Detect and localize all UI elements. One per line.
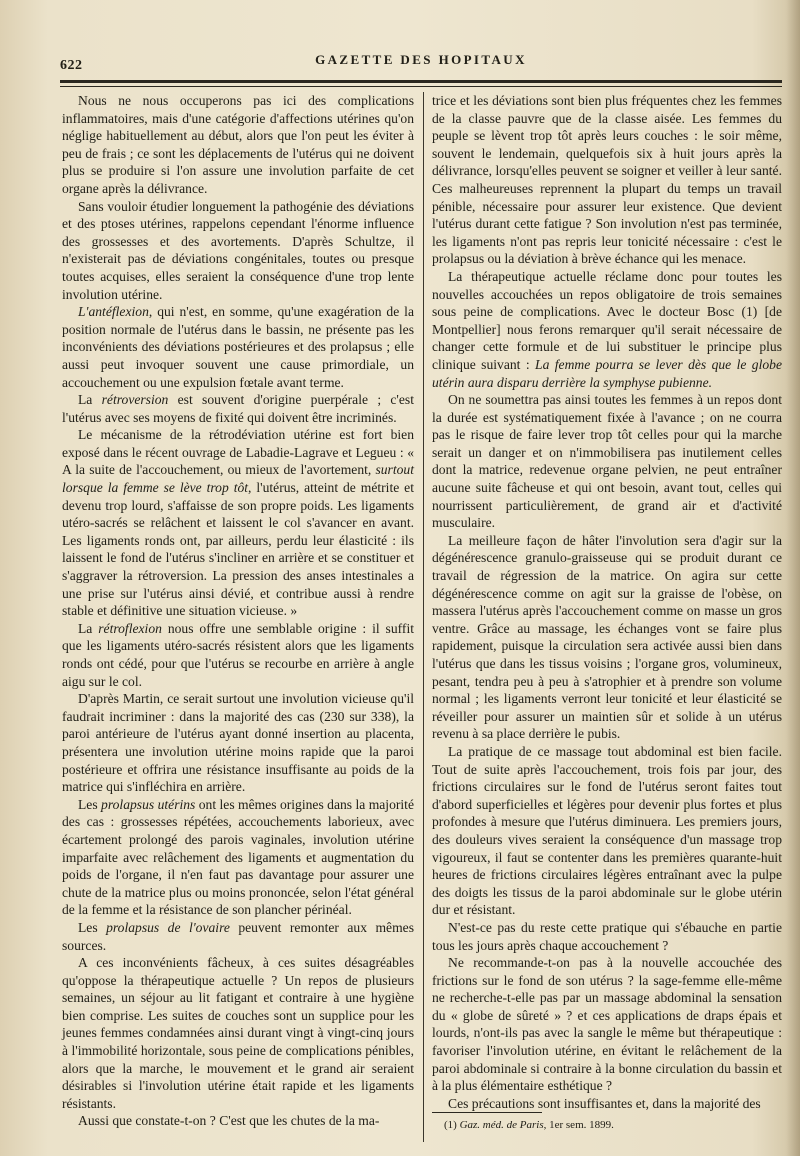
column-divider	[423, 92, 424, 1142]
paragraph: Nous ne nous occuperons pas ici des complications inflammatoires, mais d'une catégorie d'affections utérines qu'on néglige habituellement au début, alors que l'on peut les éviter à peu de frais ; ce sont les déplacements de l'utérus qui ne doivent plus se produire si l'on assure une involution parfaite de cet organe après la délivrance.	[62, 93, 414, 196]
footnote-text: , 1er sem. 1899.	[543, 1119, 614, 1131]
page-edge-shadow	[786, 0, 800, 1156]
page-number: 622	[60, 58, 83, 73]
paragraph-text: Les	[78, 796, 102, 812]
paragraph: La pratique de ce massage tout abdominal est bien facile. Tout de suite après l'accouchement, trois fois par jour, des frictions circulaires sur le fond de l'utérus seront faites tout d'abord superficielles et légères pour devenir plus fortes et plus profondes à mesure que l'utérus diminuera. Les premiers jours, des douleurs vives seraient la conséquence d'un massage trop vigoureux, il faut se contenter dans les premières quarante-huit heures de frictions circulaires légères entraînant avec la pulpe des doigts les tissus de la paroi abdominale sur le globe utérin dur et résistant.	[432, 743, 782, 918]
paragraph: Ne recommande-t-on pas à la nouvelle accouchée des frictions sur le fond de son utérus ? la sage-femme elle-même ne recherche-t-elle pas par un massage abdominal la sensation du « globe de sûreté » ? et ces applications de draps épais et lourds, n'ont-ils pas avec la sangle le même but thérapeutique : favoriser l'involution utérine, en évitant le relâchement de la paroi abdominale si contraire à la bonne circulation du bassin et à la plus élémentaire esthétique ?	[432, 955, 782, 1094]
paragraph: Sans vouloir étudier longuement la pathogénie des déviations et des ptoses utérines, rappelons cependant l'énorme influence des grossesses et des avortements. D'après Schultze, il n'existerait pas de déviations congénitales, toutes ou presque toutes acquises, elles seraient la conséquence d'une trop lente involution utérine.	[62, 198, 414, 302]
emphasis: surtout lorsque la femme se lève trop tôt	[62, 462, 414, 496]
paragraph-text: ont les mêmes origines dans la majorité des cas : grossesses répétées, accouchements laborieux, avec écartement prolongé des parois vaginales, involution utérine imparfaite avec relâchement des ligaments et augmentation du poids de l'organe, il n'en faut pas davantage pour assurer une chute de la matrice plus ou moins prononcée, selon l'état général de la femme et la résistance de son plancher périnéal.	[62, 796, 414, 918]
paragraph-text: Les	[78, 919, 107, 935]
emphasis: prolapsus de l'ovaire	[106, 919, 230, 935]
paragraph	[62, 919, 414, 954]
paragraph	[62, 426, 414, 620]
paragraph	[62, 303, 414, 391]
footnote-source: Gaz. méd. de Paris	[459, 1119, 544, 1131]
paragraph	[62, 391, 414, 426]
paragraph	[62, 620, 414, 690]
paragraph: trice et les déviations sont bien plus fréquentes chez les femmes de la classe pauvre que de la classe aisée. Les femmes du peuple se lèvent trop tôt après leurs couches : le soir même, souvent le lendemain, quelquefois six à huit jours après la délivrance, lorsqu'elles peuvent se soigner et veiller à leur santé. Ces malheureuses reprennent la plupart du temps un travail pénible, nécessaire pour assurer leur existence. Que devient l'utérus durant cette fatigue ? Son involution n'est pas terminée, les ligaments n'ont pas repris leur tonicité nécessaire : c'est le prolapsus ou la déviation à brève échance qui les menace.	[432, 93, 782, 267]
paragraph-text: , qui n'est, en somme, qu'une exagération de la position normale de l'utérus dans le bassin, ne présente pas les inconvénients des déviations postérieures et des prolapsus ; elle aussi peut invoquer souvent une cause primordiale, un accouchement ou une expulsion fœtale avant terme.	[62, 304, 414, 390]
paragraph: D'après Martin, ce serait surtout une involution vicieuse qu'il faudrait incriminer : dans la majorité des cas (230 sur 338), la paroi antérieure de l'utérus ayant donné insertion au placenta, présentera une involution utérine moins rapide que la paroi postérieure et offrira une résistance insuffisante au poids de la matrice qui s'infléchira en arrière.	[62, 691, 414, 795]
page-header	[60, 50, 782, 76]
paragraph-text: Le mécanisme de la rétrodéviation utérine est fort bien exposé dans le récent ouvrage de Labadie-Lagrave et Legueu : « A la suite de l'accouchement, ou mieux de l'avortement,	[62, 427, 414, 478]
paragraph: A ces inconvénients fâcheux, à ces suites désagréables qu'oppose la thérapeutique actuelle ? Un repos de plusieurs semaines, un séjour au lit fatigant et contraire à une hygiène bien comprise. Les suites de couches sont un supplice pour les jeunes femmes condamnées ainsi durant vingt à vingt-cinq jours à l'immobilité horizontale, sous peine de complications pénibles, alors que la marche, le mouvement et le grand air seraient désirables si l'involution utérine était rapide et les ligaments résistants.	[62, 955, 414, 1111]
emphasis: rétroflexion	[98, 620, 162, 636]
paragraph	[62, 796, 414, 919]
emphasis: prolapsus utérins	[101, 796, 196, 812]
paragraph-text: La thérapeutique actuelle réclame donc pour toutes les nouvelles accouchées un repos obligatoire de trois semaines sous peine de complications. Avec le docteur Bosc (1) [de Montpellier] nous ferons remarquer qu'il serait nécessaire de changer cette formule et de lui substituer le principe plus clinique suivant :	[432, 268, 782, 372]
journal-title: GAZETTE DES HOPITAUX	[315, 52, 527, 67]
paragraph-text: nous offre une semblable origine : il suffit que les ligaments utéro-sacrés résistent alors que les ligaments ronds ont cédé, pour que l'utérus se recourbe en arrière à angle aigu sur le col.	[62, 620, 414, 689]
paragraph: Aussi que constate-t-on ? C'est que les chutes de la ma-	[78, 1113, 380, 1129]
paragraph: On ne soumettra pas ainsi toutes les femmes à un repos dont la durée est systématiquement fixée à l'avance ; on ne courra pas le risque de faire lever trop tôt celles pour qui la marche serait un danger et on n'immobilisera pas inutilement celles dont la matrice, redevenue organe pelvien, ne peut entraîner aucune suite fâcheuse et qui ont besoin, avant tout, celles qui nourrissent particulièrement, de grand air et d'activité musculaire.	[432, 392, 782, 531]
paragraph-text: est souvent d'origine puerpérale ; c'est l'utérus avec ses moyens de fixité qui doivent être incriminés.	[62, 392, 414, 425]
footnote-marker: (1)	[444, 1119, 457, 1131]
paragraph-text: , l'utérus, atteint de métrite et devenu trop lourd, s'affaisse de son propre poids. Les ligaments utéro-sacrés se relâchent et laissent le col s'avancer en avant. Les ligaments ronds ont, par ailleurs, perdu leur élasticité : ils laissent le fond de l'utérus s'incliner en arrière et se constituer et s'aggraver la rétroversion. La pression des anses intestinales a une prise sur l'utérus ainsi dévié, et contribue aussi à rendre stable et définitive une situation vicieuse. »	[62, 480, 414, 619]
paragraph-text: La	[78, 620, 99, 636]
paragraph: N'est-ce pas du reste cette pratique qui s'ébauche en partie tous les jours après chaque accouchement ?	[432, 919, 782, 953]
paragraph-text: peuvent remonter aux mêmes sources.	[62, 919, 414, 953]
header-rule-thin	[60, 86, 782, 87]
emphasis: La femme pourra se lever dès que le globe utérin aura disparu derrière la symphyse pubienne.	[432, 356, 782, 390]
header-rule-thick	[60, 80, 782, 83]
footnote	[444, 1118, 774, 1132]
footnote-rule	[432, 1112, 542, 1113]
emphasis: L'antéflexion	[78, 304, 149, 320]
left-column	[62, 92, 414, 1154]
right-column	[432, 92, 782, 1111]
emphasis: rétroversion	[101, 392, 169, 408]
paragraph	[432, 268, 782, 391]
paragraph: Ces précautions sont insuffisantes et, dans la majorité des	[448, 1095, 761, 1111]
paragraph: La meilleure façon de hâter l'involution sera d'agir sur la dégénérescence granulo-graisseuse qui se produit durant ce travail de régression de la matrice. On agira sur cette dégénérescence comme on agit sur la graisse de l'obèse, on massera l'utérus après l'accouchement comme on masse un gros ventre. Grâce au massage, les échanges vont se faire plus rapidement, puisque la circulation sera activée aussi bien dans l'utérus que dans les tissus voisins ; l'organe gros, volumineux, pesant, tendra peu à peu à s'atrophier et à prendre son volume normal ; les ligaments verront leur tonicité et leur élasticité se réveiller pour assurer un maintien sûr et solide à un utérus revenu à sa place derrière le pubis.	[432, 532, 782, 742]
paragraph-text: La	[78, 392, 102, 408]
